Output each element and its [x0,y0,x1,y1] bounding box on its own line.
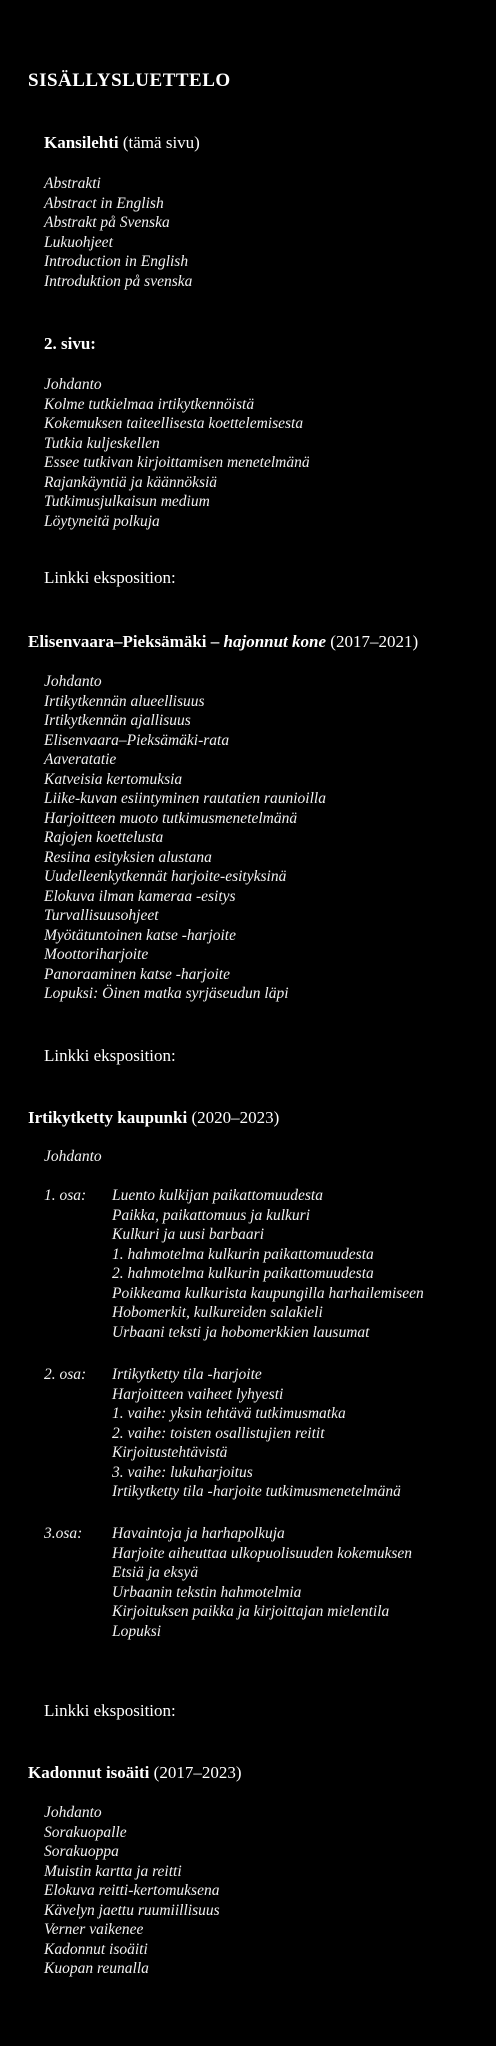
section2-intro[interactable]: Johdanto [44,1148,102,1165]
list-item[interactable]: Katveisia kertomuksia [44,770,183,788]
part-label: 3.osa: [44,1525,83,1542]
list-item[interactable]: Harjoite aiheuttaa ulkopuolisuuden kokemuksen [112,1544,413,1562]
section3-heading [28,1763,241,1783]
cover-note: (tämä sivu) [122,133,200,152]
section3-title: Kadonnut isoäiti [28,1763,150,1782]
section2-part2 [44,1365,484,1505]
list-item[interactable]: Abstrakt på Svenska [44,214,170,231]
list-item[interactable]: Irtikytkennän ajallisuus [44,712,191,729]
list-item[interactable]: Paikka, paikattomuus ja kulkuri [112,1206,311,1224]
list-item[interactable]: 1. hahmotelma kulkurin paikattomuudesta [112,1245,374,1263]
list-item[interactable]: Urbaanin tekstin hahmotelmia [112,1583,302,1601]
section1-years: (2017–2021) [330,632,419,651]
cover-heading [44,133,200,153]
list-item[interactable]: Kolme tutkielmaa irtikytkennöistä [44,395,255,413]
list-item[interactable]: Johdanto [44,1804,102,1821]
list-item[interactable]: Sorakuopalle [44,1823,127,1841]
section3-list [44,1803,220,1979]
list-item[interactable]: Lopuksi: Öinen matka syrjäseudun läpi [44,985,289,1002]
list-item[interactable]: Verner vaikenee [44,1921,144,1938]
list-item[interactable]: Uudelleenkytkennät harjoite-esityksinä [44,868,287,885]
list-item[interactable]: Abstract in English [44,194,164,212]
list-item[interactable]: Irtikytkennän alueellisuus [44,692,205,710]
section2-heading [28,1108,279,1128]
list-item[interactable]: Rajankäyntiä ja käännöksiä [44,473,218,491]
section1-title-italic: hajonnut kone [223,632,327,651]
list-item[interactable]: Lopuksi [112,1622,162,1640]
list-item[interactable]: Tutkimusjulkaisun medium [44,493,210,510]
section3-years: (2017–2023) [153,1763,242,1782]
list-item[interactable]: Introduction in English [44,253,189,270]
list-item[interactable]: Liike-kuvan esiintyminen rautatien raunioilla [44,790,326,807]
list-item[interactable]: Essee tutkivan kirjoittamisen menetelmänä [44,454,310,471]
list-item[interactable]: Harjoitteen vaiheet lyhyesti [112,1385,284,1403]
list-item[interactable]: Poikkeama kulkurista kaupungilla harhailemiseen [112,1284,424,1302]
list-item[interactable]: Resiina esityksien alustana [44,848,212,866]
list-item[interactable]: 2. vaihe: toisten osallistujien reitit [112,1424,325,1442]
list-item[interactable]: 1. vaihe: yksin tehtävä tutkimusmatka [112,1405,346,1422]
list-item[interactable]: Moottoriharjoite [44,946,149,963]
toc-title: SISÄLLYSLUETTELO [28,70,231,91]
part-label: 2. osa: [44,1366,87,1383]
list-item[interactable]: Havaintoja ja harhapolkuja [112,1525,285,1542]
list-item[interactable]: Muistin kartta ja reitti [44,1862,182,1880]
list-item[interactable]: Luento kulkijan paikattomuudesta [112,1187,323,1204]
list-item[interactable]: Kirjoitustehtävistä [112,1444,228,1461]
list-item[interactable]: Introduktion på svenska [44,272,193,290]
page2-exposition-link[interactable]: Linkki eksposition: [44,568,176,587]
list-item[interactable]: Kulkuri ja uusi barbaari [112,1226,265,1243]
list-item[interactable]: Elisenvaara–Pieksämäki-rata [44,731,230,749]
list-item[interactable]: Irtikytketty tila -harjoite [112,1366,262,1383]
section2-exposition-link[interactable]: Linkki eksposition: [44,1701,176,1720]
cover-title: Kansilehti [44,133,119,152]
list-item[interactable]: Kävelyn jaettu ruumiillisuus [44,1901,220,1919]
section2-title: Irtikytketty kaupunki [28,1108,188,1127]
section1-exposition-link[interactable]: Linkki eksposition: [44,1046,176,1065]
list-item[interactable]: Kuopan reunalla [44,1960,149,1977]
list-item[interactable]: Etsiä ja eksyä [112,1564,199,1581]
list-item[interactable]: Rajojen koettelusta [44,829,164,846]
list-item[interactable]: 2. hahmotelma kulkurin paikattomuudesta [112,1265,374,1282]
section1-list [44,672,326,1004]
section2-part1 [44,1186,484,1346]
list-item[interactable]: Lukuohjeet [44,233,113,251]
page2-title: 2. sivu: [44,334,96,353]
page2-heading [44,334,96,354]
page2-list [44,375,310,531]
list-item[interactable]: Kirjoituksen paikka ja kirjoittajan mielentila [112,1603,390,1620]
list-item[interactable]: Kokemuksen taiteellisesta koettelemisesta [44,415,304,432]
part-label: 1. osa: [44,1187,87,1204]
section2-years: (2020–2023) [191,1108,280,1127]
section2-part3 [44,1524,484,1644]
list-item[interactable]: Tutkia kuljeskellen [44,434,160,452]
list-item[interactable]: Myötätuntoinen katse -harjoite [44,926,236,944]
list-item[interactable]: Panoraaminen katse -harjoite [44,965,230,983]
section1-heading [28,632,418,652]
list-item[interactable]: Elokuva ilman kameraa -esitys [44,887,236,905]
list-item[interactable]: Johdanto [44,673,102,690]
list-item[interactable]: Löytyneitä polkuja [44,512,160,530]
list-item[interactable]: Hobomerkit, kulkureiden salakieli [112,1304,323,1321]
list-item[interactable]: Urbaani teksti ja hobomerkkien lausumat [112,1323,370,1341]
cover-list [44,174,192,291]
section1-title: Elisenvaara–Pieksämäki – [28,632,220,651]
list-item[interactable]: Harjoitteen muoto tutkimusmenetelmänä [44,809,298,827]
list-item[interactable]: Turvallisuusohjeet [44,907,159,924]
list-item[interactable]: Aaveratatie [44,751,117,768]
list-item[interactable]: Abstrakti [44,175,101,192]
list-item[interactable]: 3. vaihe: lukuharjoitus [112,1463,253,1481]
list-item[interactable]: Johdanto [44,376,102,393]
list-item[interactable]: Elokuva reitti-kertomuksena [44,1882,220,1899]
list-item[interactable]: Kadonnut isoäiti [44,1940,148,1958]
list-item[interactable]: Irtikytketty tila -harjoite tutkimusmenetelmänä [112,1483,401,1500]
list-item[interactable]: Sorakuoppa [44,1843,119,1860]
